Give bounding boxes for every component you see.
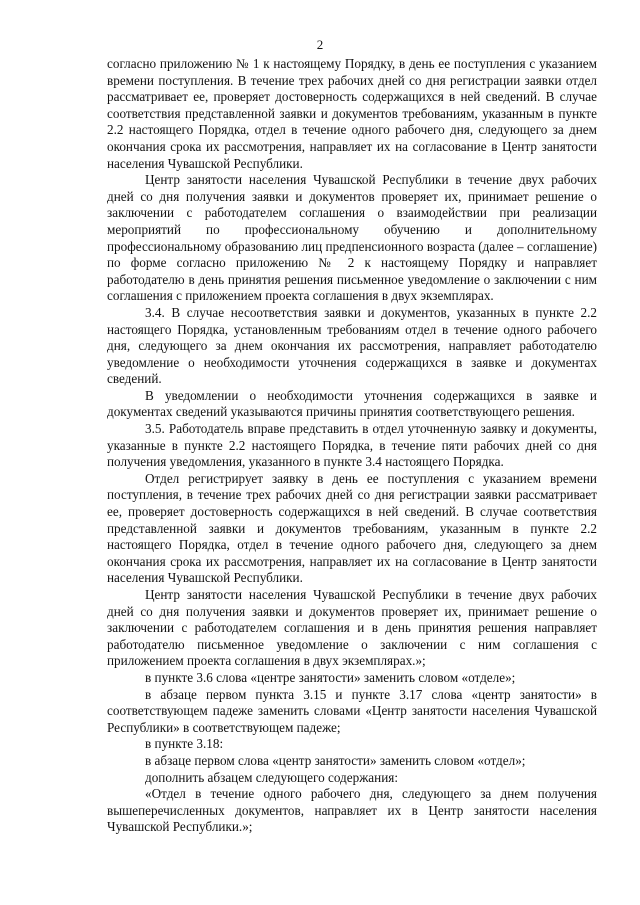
paragraph: в пункте 3.6 слова «центре занятости» заменить словом «отделе»; [145,669,516,685]
paragraph: Центр занятости населения Чувашской Республики в течение двух рабочих дней со дня получения заявки и документов проверяет их, принимает решение о заключении с работодателем соглашения о взаимодействии при реализации мероприятий по профессиональному обучению и дополнительному профессиональному образованию лиц предпенсионного возраста (далее – соглашение) по форме согласно приложению № 2 к настоящему Порядку и направляет работодателю в день принятия решения письменное уведомление о заключении с ним соглашения с приложением проекта соглашения в двух экземплярах. [107,172,597,304]
paragraph: Отдел регистрирует заявку в день ее поступления с указанием времени поступления, в течение трех рабочих дней со дня регистрации заявки рассматривает ее, проверяет достоверность содержащихся в ней сведений. В случае соответствия представленной заявки и документов требованиям, указанным в пункте 2.2 настоящего Порядка, отдел в течение одного рабочего дня, следующего за днем окончания срока их рассмотрения, направляет их на согласование в Центр занятости населения Чувашской Республики. [107,470,597,586]
page-number: 2 [316,37,324,52]
paragraph: Центр занятости населения Чувашской Республики в течение двух рабочих дней со дня получения заявки и документов проверяет их, принимает решение о заключении с работодателем соглашения и в день принятия решения направляет работодателю письменное уведомление о заключении с ним соглашения с приложением проекта соглашения в двух экземплярах.»; [107,587,597,669]
document-body [107,56,597,836]
paragraph-continuation: согласно приложению № 1 к настоящему Порядку, в день ее поступления с указанием времени поступления. В течение трех рабочих дней со дня регистрации заявки отдел рассматривает ее, проверяет достоверность содержащихся в ней сведений. В случае соответствия представленной заявки и документов требованиям, указанным в пункте 2.2 настоящего Порядка, отдел в течение одного рабочего дня, следующего за днем окончания срока их рассмотрения, направляет их на согласование в Центр занятости населения Чувашской Республики. [107,56,597,171]
paragraph: в абзаце первом слова «центр занятости» заменить словом «отдел»; [145,752,526,768]
paragraph: в абзаце первом пункта 3.15 и пункте 3.17 слова «центр занятости» в соответствующем падеже заменить словами «Центр занятости населения Чувашской Республики» в соответствующем падеже; [107,686,597,735]
paragraph: в пункте 3.18: [145,736,224,752]
paragraph-3-5: 3.5. Работодатель вправе представить в отдел уточненную заявку и документы, указанные в пункте 2.2 настоящего Порядка, в течение пяти рабочих дней со дня получения уведомления, указанного в пункте 3.4 настоящего Порядка. [107,421,597,470]
paragraph: «Отдел в течение одного рабочего дня, следующего за днем получения вышеперечисленных документов, направляет их в Центр занятости населения Чувашской Республики.»; [107,786,597,835]
paragraph: В уведомлении о необходимости уточнения содержащихся в заявке и документах сведений указываются причины принятия соответствующего решения. [107,387,597,420]
paragraph-3-4: 3.4. В случае несоответствия заявки и документов, указанных в пункте 2.2 настоящего Порядка, установленным требованиям отдел в течение одного рабочего дня, следующего за днем окончания их рассмотрения, направляет работодателю уведомление о необходимости уточнения содержащихся в заявке и документах сведений. [107,304,597,387]
paragraph: дополнить абзацем следующего содержания: [145,769,399,785]
